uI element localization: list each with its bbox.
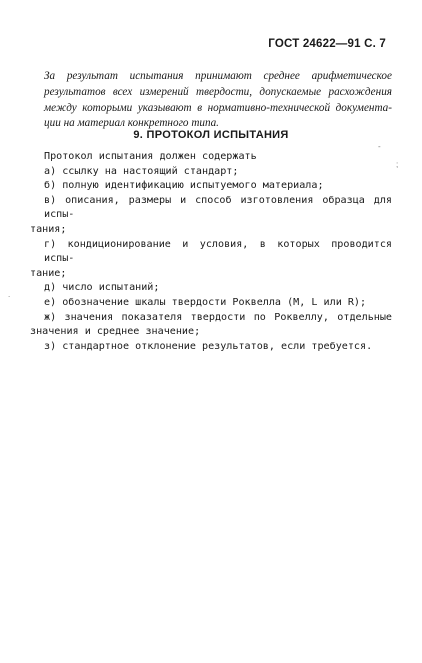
protocol-list [30,150,392,354]
list-item: б) полную идентификацию испытуемого материала; [44,180,324,192]
protocol-lead: Протокол испытания должен содержать [44,151,257,162]
paragraph-line: ции на материал конкретного типа. [44,117,219,130]
page-header: ГОСТ 24622—91 С. 7 [268,38,386,50]
result-paragraph [44,69,392,132]
paragraph-line: между которыми указывают в нормативно-технической документа- [44,101,392,114]
list-item: г) кондиционирование и условия, в которых проводится испы- [44,238,392,265]
list-item: з) стандартное отклонение результатов, если требуется. [44,340,373,352]
paragraph-line: За результат испытания принимают среднее арифметическое [44,70,392,82]
list-item-continuation: тания; [30,223,67,235]
paragraph-line: результатов всех измерений твердости, допускаемые расхождения [44,85,392,98]
section-title: 9. ПРОТОКОЛ ИСПЫТАНИЯ [133,129,289,141]
list-item: е) обозначение шкалы твердости Роквелла (M, L или R); [44,296,367,308]
list-item-continuation: тание; [30,267,67,279]
list-item: в) описания, размеры и способ изготовления образца для испы- [44,194,392,221]
list-item: ж) значения показателя твердости по Роквеллу, отдельные [44,311,392,323]
list-item-continuation: значения и среднее значение; [30,326,201,338]
scan-speck: . [8,290,11,299]
scan-speck: ; [396,160,399,169]
list-item: д) число испытаний; [44,282,160,294]
list-item: а) ссылку на настоящий стандарт; [44,165,239,177]
scan-speck: - [378,142,381,151]
